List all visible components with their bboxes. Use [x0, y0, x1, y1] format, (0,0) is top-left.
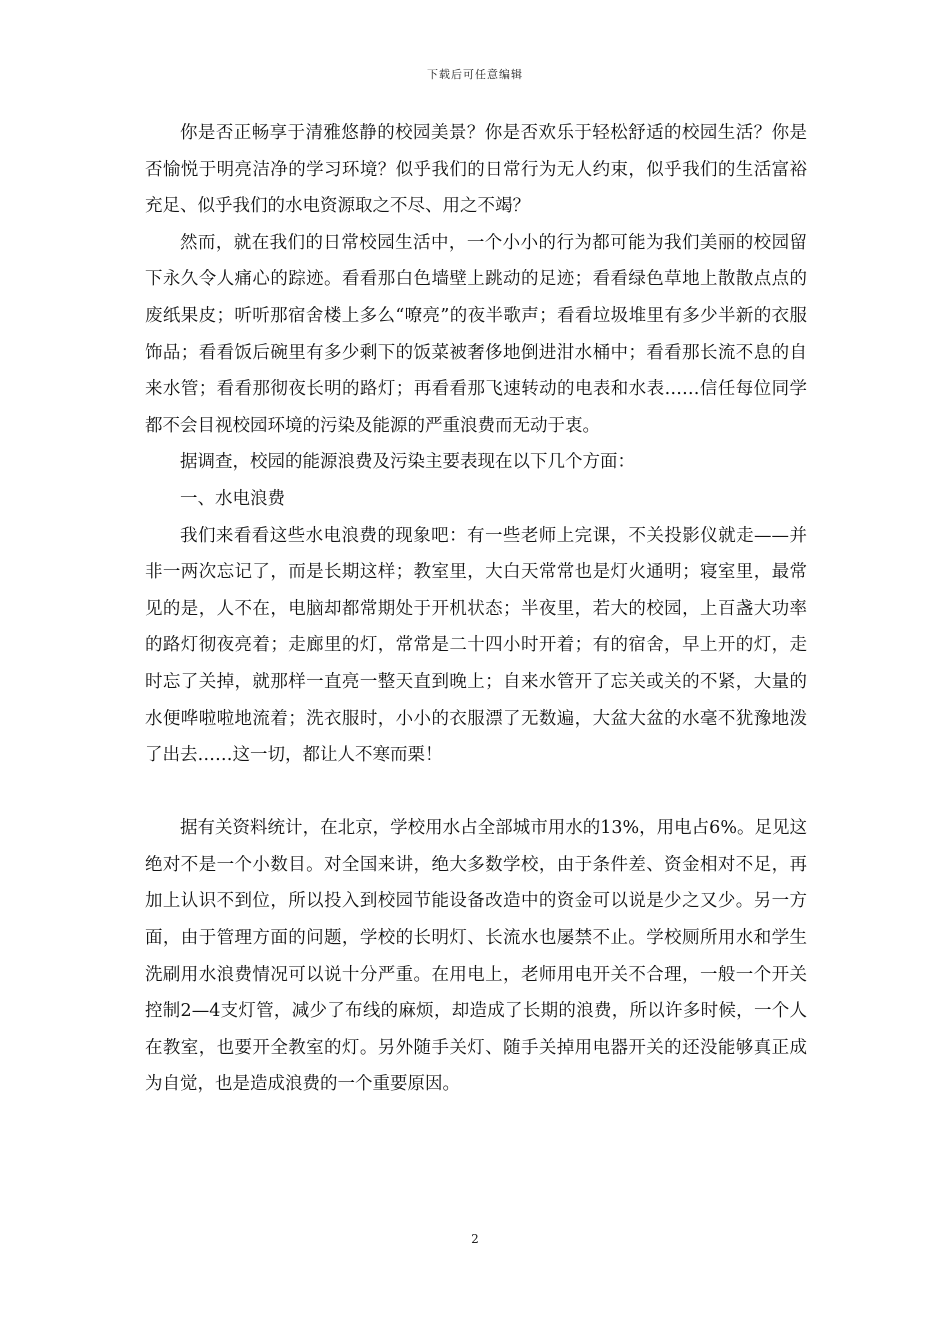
section-heading-water-electricity: 一、水电浪费	[180, 488, 285, 509]
paragraph-spacer	[145, 774, 807, 811]
paragraph-statistics: 据有关资料统计，在北京，学校用水占全部城市用水的13%，用电占6%。足见这绝对不是一个小数目。对全国来讲，绝大多数学校，由于条件差、资金相对不足，再加上认识不到位，所以投入到校园节能设备改造中的资金可以说是少之又少。另一方面，由于管理方面的问题，学校的长明灯、长流水也屡禁不止。学校厕所用水和学生洗刷用水浪费情况可以说十分严重。在用电上，老师用电开关不合理，一般一个开关控制2—4支灯管，减少了布线的麻烦，却造成了长期的浪费，所以许多时候，一个人在教室，也要开全教室的灯。另外随手关灯、随手关掉用电器开关的还没能够真正成为自觉，也是造成浪费的一个重要原因。	[145, 818, 807, 1095]
document-body	[145, 115, 807, 1103]
paragraph-however: 然而，就在我们的日常校园生活中，一个小小的行为都可能为我们美丽的校园留下永久令人痛心的踪迹。看看那白色墙壁上跳动的足迹；看看绿色草地上散散点点的废纸果皮；听听那宿舍楼上多么“嘹亮”的夜半歌声；看看垃圾堆里有多少半新的衣服饰品；看看饭后碗里有多少剩下的饭菜被奢侈地倒进泔水桶中；看看那长流不息的自来水管；看看那彻夜长明的路灯；再看看那飞速转动的电表和水表……信任每位同学都不会目视校园环境的污染及能源的严重浪费而无动于衷。	[145, 232, 807, 436]
paragraph-waste-phenomena: 我们来看看这些水电浪费的现象吧：有一些老师上完课，不关投影仪就走——并非一两次忘记了，而是长期这样；教室里，大白天常常也是灯火通明；寝室里，最常见的是，人不在，电脑却都常期处于开机状态；半夜里，若大的校园，上百盏大功率的路灯彻夜亮着；走廊里的灯，常常是二十四小时开着；有的宿舍，早上开的灯，走时忘了关掉，就那样一直亮一整天直到晚上；自来水管开了忘关或关的不紧，大量的水便哗啦啦地流着；洗衣服时，小小的衣服漂了无数遍，大盆大盆的水毫不犹豫地泼了出去……这一切，都让人不寒而栗！	[145, 525, 807, 766]
page-header: 下载后可任意编辑	[427, 68, 523, 81]
page-number: 2	[471, 1232, 479, 1246]
paragraph-intro: 你是否正畅享于清雅悠静的校园美景？你是否欢乐于轻松舒适的校园生活？你是否愉悦于明亮洁净的学习环境？似乎我们的日常行为无人约束，似乎我们的生活富裕充足、似乎我们的水电资源取之不尽、用之不竭？	[145, 123, 807, 217]
paragraph-survey: 据调查，校园的能源浪费及污染主要表现在以下几个方面：	[180, 452, 635, 473]
